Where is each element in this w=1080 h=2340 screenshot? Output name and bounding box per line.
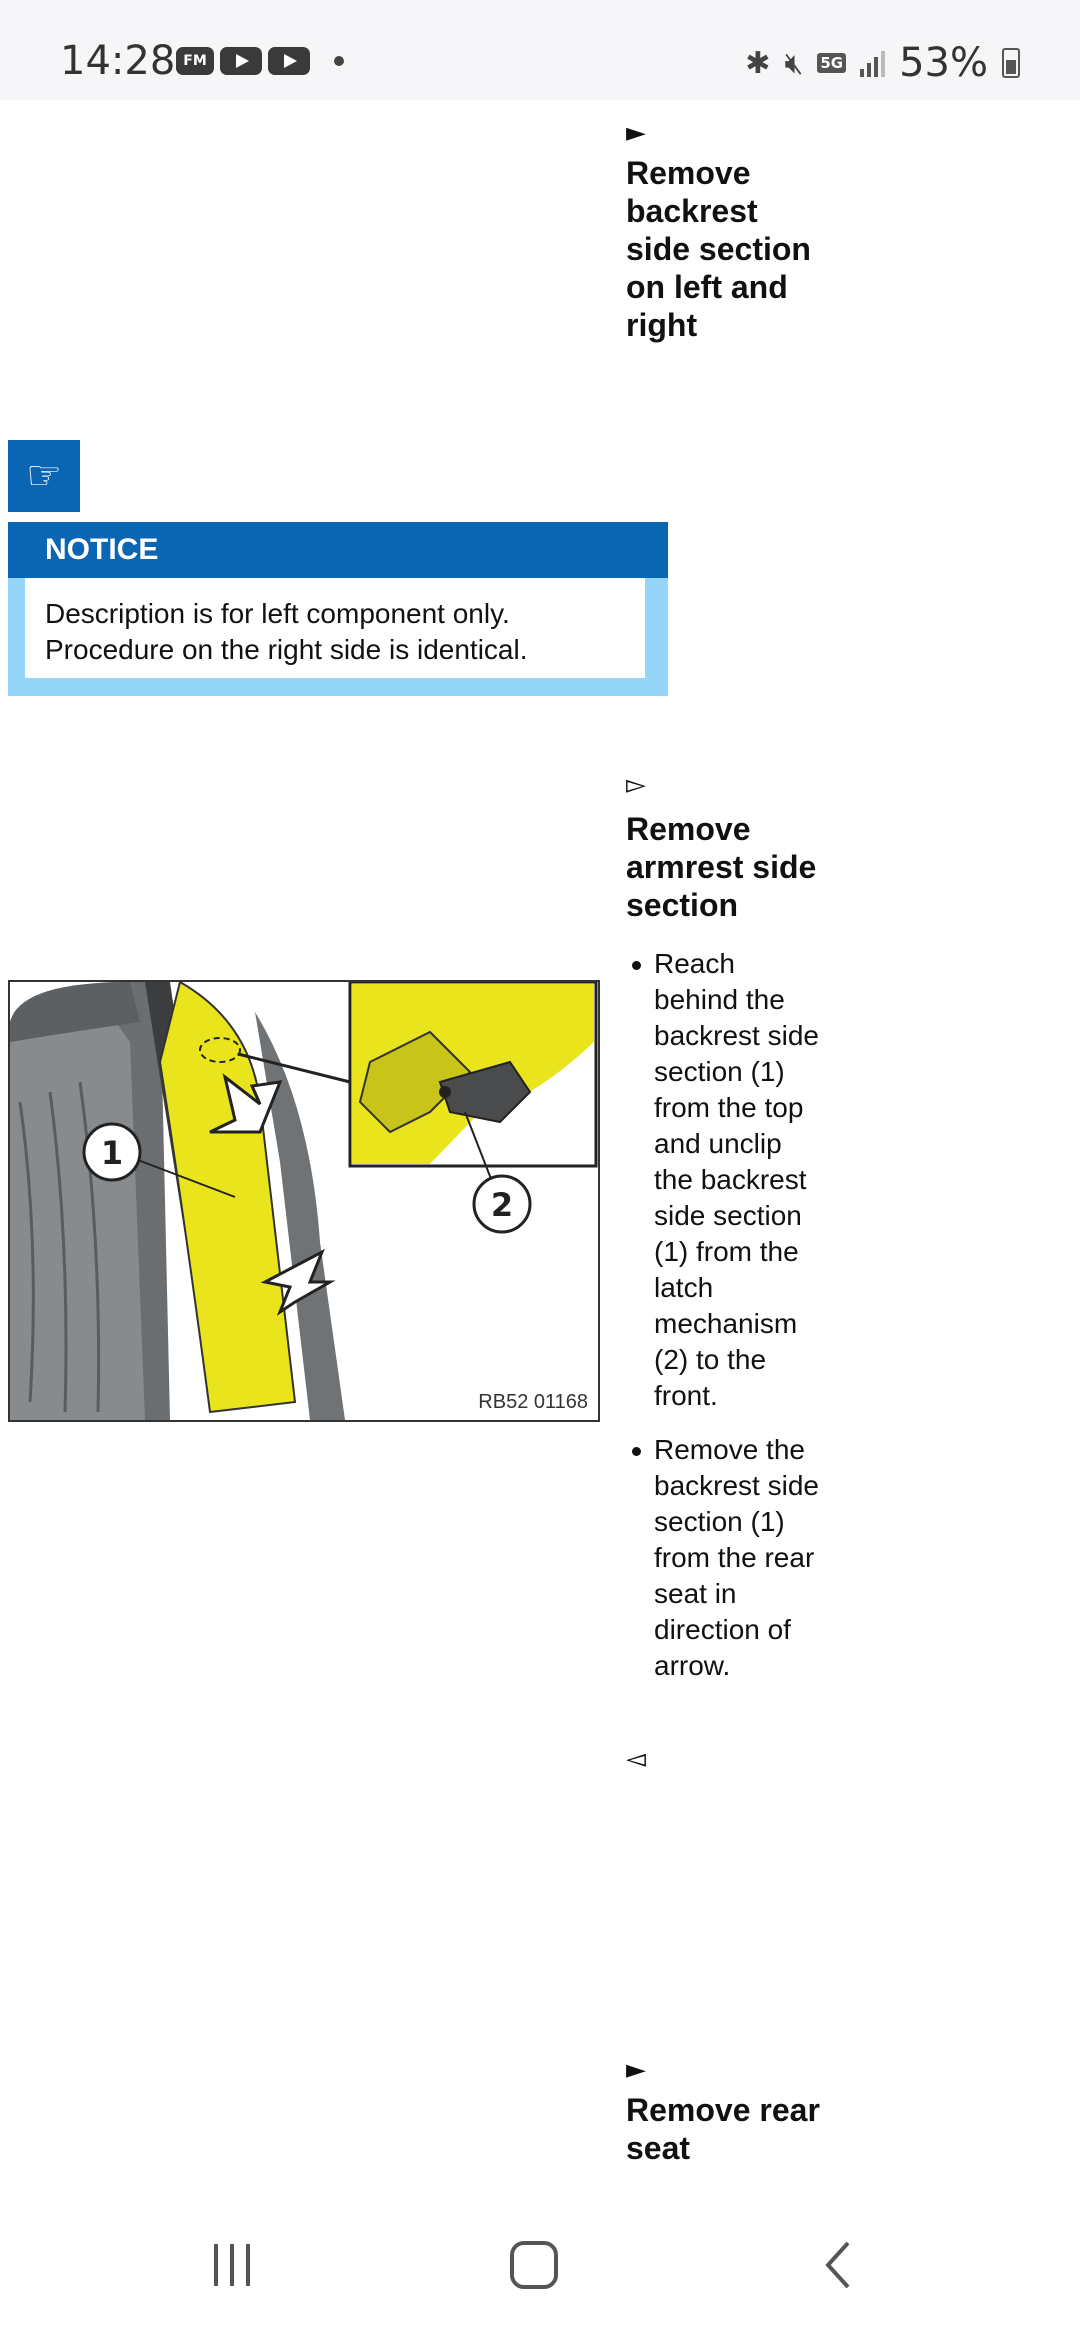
signal-icon: [860, 49, 885, 77]
mute-icon: 🔇︎: [784, 45, 804, 81]
instruction-item: Remove the backrest side section (1) from the rear seat in direction of arrow.: [626, 1432, 821, 1684]
step-title: Remove rear seat: [626, 2092, 820, 2166]
pointing-hand-icon: ☞: [8, 440, 80, 512]
bluetooth-icon: ✱: [745, 45, 771, 81]
more-notifications-dot: [334, 56, 344, 66]
manual-content[interactable]: [0, 100, 1080, 2195]
recent-apps-icon: [207, 2240, 257, 2290]
step-marker-outline[interactable]: ▻: [626, 770, 646, 800]
notification-icons: [176, 47, 344, 75]
step-marker-filled[interactable]: ►: [626, 2055, 646, 2085]
back-button[interactable]: [798, 2235, 878, 2295]
navigation-bar: [0, 2195, 1080, 2340]
battery-percentage: 53%: [899, 40, 988, 86]
back-icon: [818, 2239, 858, 2291]
step-remove-backrest: [626, 118, 826, 344]
home-button[interactable]: [494, 2235, 574, 2295]
youtube-icon: [268, 47, 310, 75]
step-title: Remove armrest side section: [626, 811, 817, 923]
callout-2-label: 2: [490, 1186, 514, 1224]
step-remove-armrest: [626, 770, 821, 1774]
figure-reference-label: RB52 01168: [478, 1391, 588, 1413]
step-remove-rear-seat: [626, 2055, 826, 2167]
notice-header: NOTICE: [8, 522, 668, 578]
notice-box: [8, 522, 668, 696]
system-icons: [745, 40, 1020, 86]
notice-line-1: Description is for left component only.: [45, 598, 510, 629]
status-bar: [0, 0, 1080, 100]
instruction-list: [626, 946, 821, 1684]
step-marker-filled[interactable]: ►: [626, 118, 646, 148]
notice-body: [25, 578, 645, 678]
step-end-marker[interactable]: ◅: [626, 1744, 646, 1774]
network-5g-icon: 5G: [817, 53, 846, 73]
youtube-icon: [220, 47, 262, 75]
callout-1-label: 1: [100, 1134, 124, 1172]
notice-line-2: Procedure on the right side is identical.: [45, 634, 528, 665]
seat-illustration: [10, 982, 598, 1420]
battery-icon: [1002, 48, 1020, 78]
fm-app-label: FM: [183, 53, 207, 69]
instruction-figure: [8, 980, 600, 1422]
status-time: 14:28: [60, 38, 176, 84]
recent-apps-button[interactable]: [192, 2235, 272, 2295]
step-title: Remove backrest side section on left and right: [626, 155, 811, 343]
instruction-item: Reach behind the backrest side section (1) from the top and unclip the backrest side section (1) from the latch mechanism (2) to the front.: [626, 946, 821, 1414]
home-icon: [508, 2239, 560, 2291]
fm-app-icon: [176, 47, 214, 75]
